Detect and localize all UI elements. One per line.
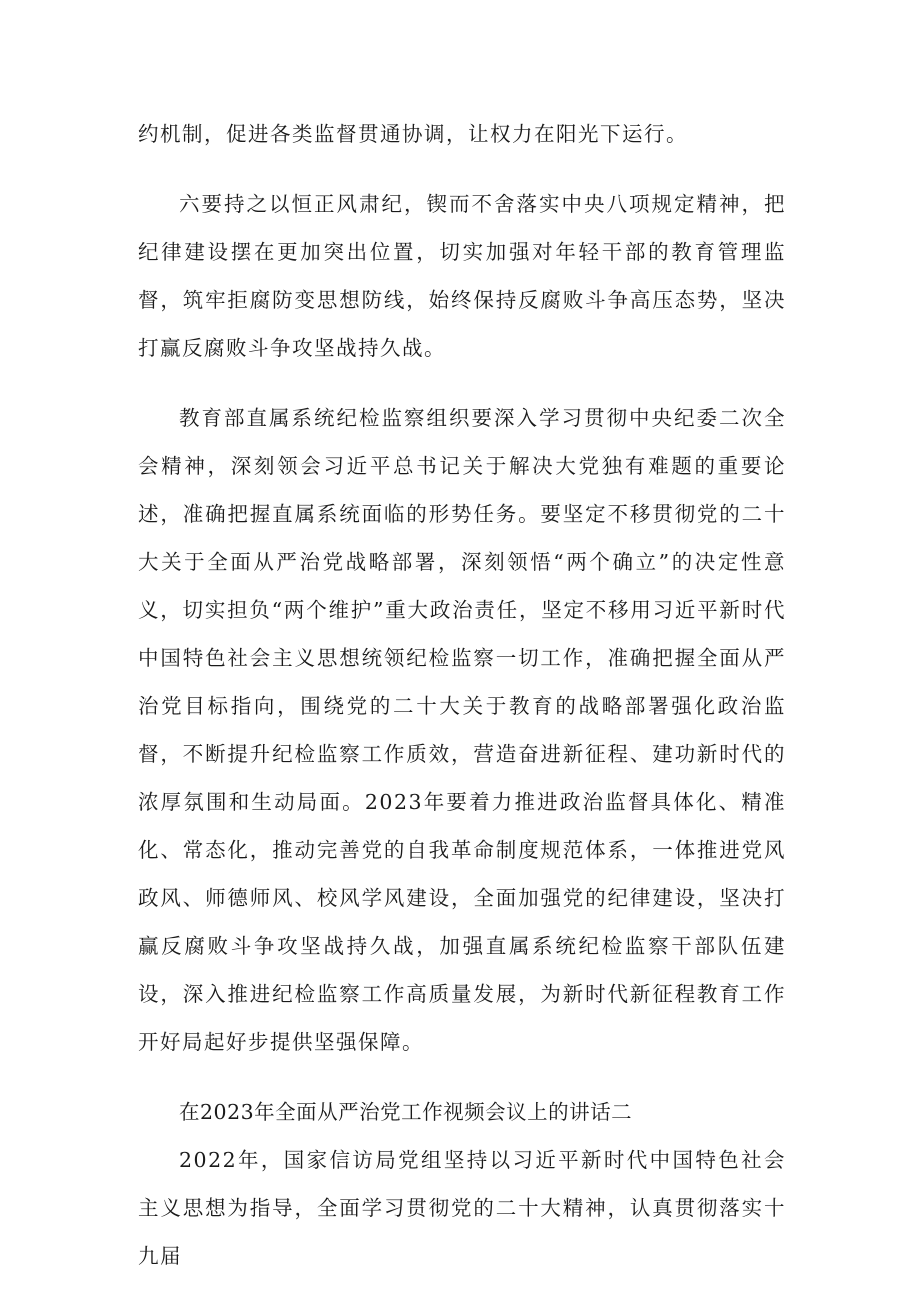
document-body xyxy=(138,110,786,1280)
paragraph-2022: 2022年，国家信访局党组坚持以习近平新时代中国特色社会主义思想为指导，全面学习贯彻党的二十大精神，认真贯彻落实十九届 xyxy=(138,1148,786,1268)
paragraph-six-requirements: 六要持之以恒正风肃纪，锲而不舍落实中央八项规定精神，把纪律建设摆在更加突出位置，切实加强对年轻干部的教育管理监督，筑牢拒腐防变思想防线，始终保持反腐败斗争高压态势，坚决打赢反腐败斗争攻坚战持久战。 xyxy=(138,192,786,360)
paragraph-education-ministry: 教育部直属系统纪检监察组织要深入学习贯彻中央纪委二次全会精神，深刻领会习近平总书记关于解决大党独有难题的重要论述，准确把握直属系统面临的形势任务。要坚定不移贯彻党的二十大关于全面从严治党战略部署，深刻领悟“两个确立”的决定性意义，切实担负“两个维护”重大政治责任，坚定不移用习近平新时代中国特色社会主义思想统领纪检监察一切工作，准确把握全面从严治党目标指向，围绕党的二十大关于教育的战略部署强化政治监督，不断提升纪检监察工作质效，营造奋进新征程、建功新时代的浓厚氛围和生动局面。2023年要着力推进政治监督具体化、精准化、常态化，推动完善党的自我革命制度规范体系，一体推进党风政风、师德师风、校风学风建设，全面加强党的纪律建设，坚决打赢反腐败斗争攻坚战持久战，加强直属系统纪检监察干部队伍建设，深入推进纪检监察工作高质量发展，为新时代新征程教育工作开好局起好步提供坚强保障。 xyxy=(138,406,786,1054)
speech-heading: 在2023年全面从严治党工作视频会议上的讲话二 xyxy=(179,1100,633,1124)
paragraph-continuation: 约机制，促进各类监督贯通协调，让权力在阳光下运行。 xyxy=(138,122,688,146)
